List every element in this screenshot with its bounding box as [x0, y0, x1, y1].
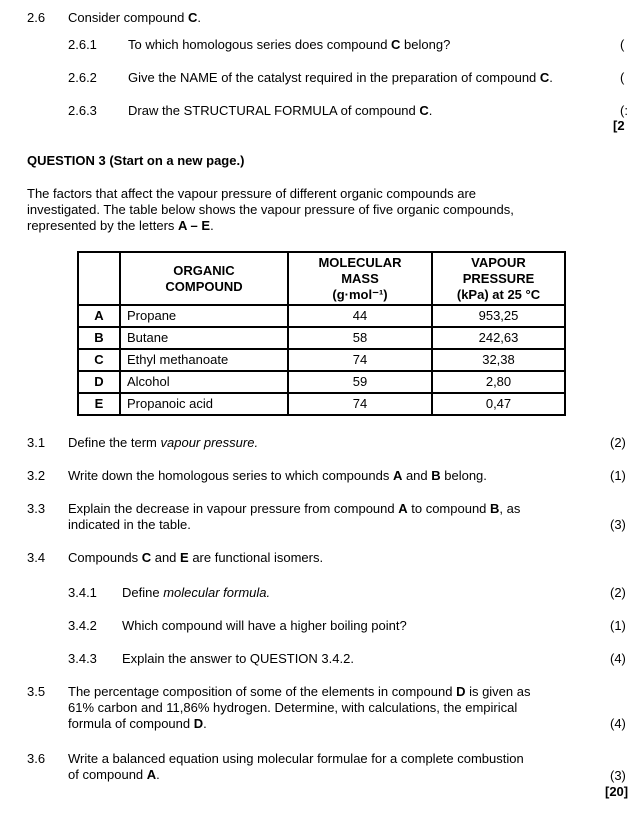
mark-3-4-2: (1)	[610, 618, 626, 633]
question-2-6-2-number: 2.6.2	[68, 70, 97, 85]
mark-3-4-3: (4)	[610, 651, 626, 666]
row-letter: C	[78, 349, 120, 371]
question-3-4-2-number: 3.4.2	[68, 618, 97, 633]
table-header-row	[78, 252, 565, 305]
question-3-4-text: Compounds C and E are functional isomers.	[68, 550, 324, 565]
table-row	[78, 371, 565, 393]
row-vapour-pressure: 0,47	[432, 393, 565, 415]
row-vapour-pressure: 2,80	[432, 371, 565, 393]
question-2-6-3-number: 2.6.3	[68, 103, 97, 118]
question-3-4-3-number: 3.4.3	[68, 651, 97, 666]
question-2-6-text: Consider compound C.	[68, 10, 201, 25]
row-mass: 44	[288, 305, 432, 327]
question-3-2-number: 3.2	[27, 468, 46, 483]
row-mass: 59	[288, 371, 432, 393]
mark-3-6: (3)	[610, 768, 626, 783]
question-3-4-2-text: Which compound will have a higher boiling point?	[122, 618, 407, 633]
mark-2-6-1: (	[620, 37, 625, 52]
question-2-6-1-number: 2.6.1	[68, 37, 97, 52]
row-vapour-pressure: 242,63	[432, 327, 565, 349]
mark-2-6-2: (	[620, 70, 625, 85]
question-3-2-text: Write down the homologous series to which compounds A and B belong.	[68, 468, 487, 483]
intro-line-3: represented by the letters A – E.	[27, 218, 214, 233]
row-letter: A	[78, 305, 120, 327]
total-mark-question-2: [2	[613, 118, 625, 133]
row-mass: 58	[288, 327, 432, 349]
mark-2-6-3: (:	[620, 103, 628, 118]
table-row	[78, 393, 565, 415]
question-2-6-2-text: Give the NAME of the catalyst required in the preparation of compound C.	[128, 70, 553, 85]
row-vapour-pressure: 953,25	[432, 305, 565, 327]
row-compound: Butane	[120, 327, 288, 349]
header-organic-compound: ORGANIC COMPOUND	[120, 252, 288, 305]
question-2-6-1-text: To which homologous series does compound C belong?	[128, 37, 451, 52]
question-3-5-line-1: The percentage composition of some of the elements in compound D is given as	[68, 684, 531, 699]
row-vapour-pressure: 32,38	[432, 349, 565, 371]
vapour-pressure-table	[77, 251, 566, 416]
question-3-5-line-2: 61% carbon and 11,86% hydrogen. Determine, with calculations, the empirical	[68, 700, 518, 715]
total-mark-question-3: [20]	[605, 784, 628, 799]
header-letter	[78, 252, 120, 305]
question-2-6	[27, 10, 45, 25]
row-letter: D	[78, 371, 120, 393]
question-3-1-text: Define the term vapour pressure.	[68, 435, 259, 450]
row-compound: Alcohol	[120, 371, 288, 393]
mark-3-5: (4)	[610, 716, 626, 731]
question-number: 2.6	[27, 10, 46, 25]
question-3-4-3-text: Explain the answer to QUESTION 3.4.2.	[122, 651, 354, 666]
table-row	[78, 349, 565, 371]
question-3-4-1-number: 3.4.1	[68, 585, 97, 600]
row-letter: E	[78, 393, 120, 415]
row-compound: Propane	[120, 305, 288, 327]
mark-3-1: (2)	[610, 435, 626, 450]
row-mass: 74	[288, 393, 432, 415]
question-3-5-line-3: formula of compound D.	[68, 716, 207, 731]
row-letter: B	[78, 327, 120, 349]
mark-3-3: (3)	[610, 517, 626, 532]
question-2-6-3-text: Draw the STRUCTURAL FORMULA of compound C.	[128, 103, 433, 118]
row-compound: Ethyl methanoate	[120, 349, 288, 371]
header-molecular-mass: MOLECULAR MASS (g·mol⁻¹)	[288, 252, 432, 305]
intro-line-2: investigated. The table below shows the vapour pressure of five organic compounds,	[27, 202, 514, 217]
table-row	[78, 327, 565, 349]
mark-3-4-1: (2)	[610, 585, 626, 600]
question-3-6-number: 3.6	[27, 751, 46, 766]
question-3-3-number: 3.3	[27, 501, 46, 516]
intro-line-1: The factors that affect the vapour pressure of different organic compounds are	[27, 186, 477, 201]
question-3-4-1-text: Define molecular formula.	[122, 585, 271, 600]
question-3-heading: QUESTION 3 (Start on a new page.)	[27, 153, 245, 168]
question-3-6-line-1: Write a balanced equation using molecular formulae for a complete combustion	[68, 751, 524, 766]
question-3-5-number: 3.5	[27, 684, 46, 699]
question-3-3-line-1: Explain the decrease in vapour pressure from compound A to compound B, as	[68, 501, 521, 516]
row-compound: Propanoic acid	[120, 393, 288, 415]
question-3-3-line-2: indicated in the table.	[68, 517, 191, 532]
table-row	[78, 305, 565, 327]
mark-3-2: (1)	[610, 468, 626, 483]
question-3-4-number: 3.4	[27, 550, 46, 565]
question-3-6-line-2: of compound A.	[68, 767, 160, 782]
question-3-1-number: 3.1	[27, 435, 46, 450]
row-mass: 74	[288, 349, 432, 371]
header-vapour-pressure: VAPOUR PRESSURE (kPa) at 25 °C	[432, 252, 565, 305]
